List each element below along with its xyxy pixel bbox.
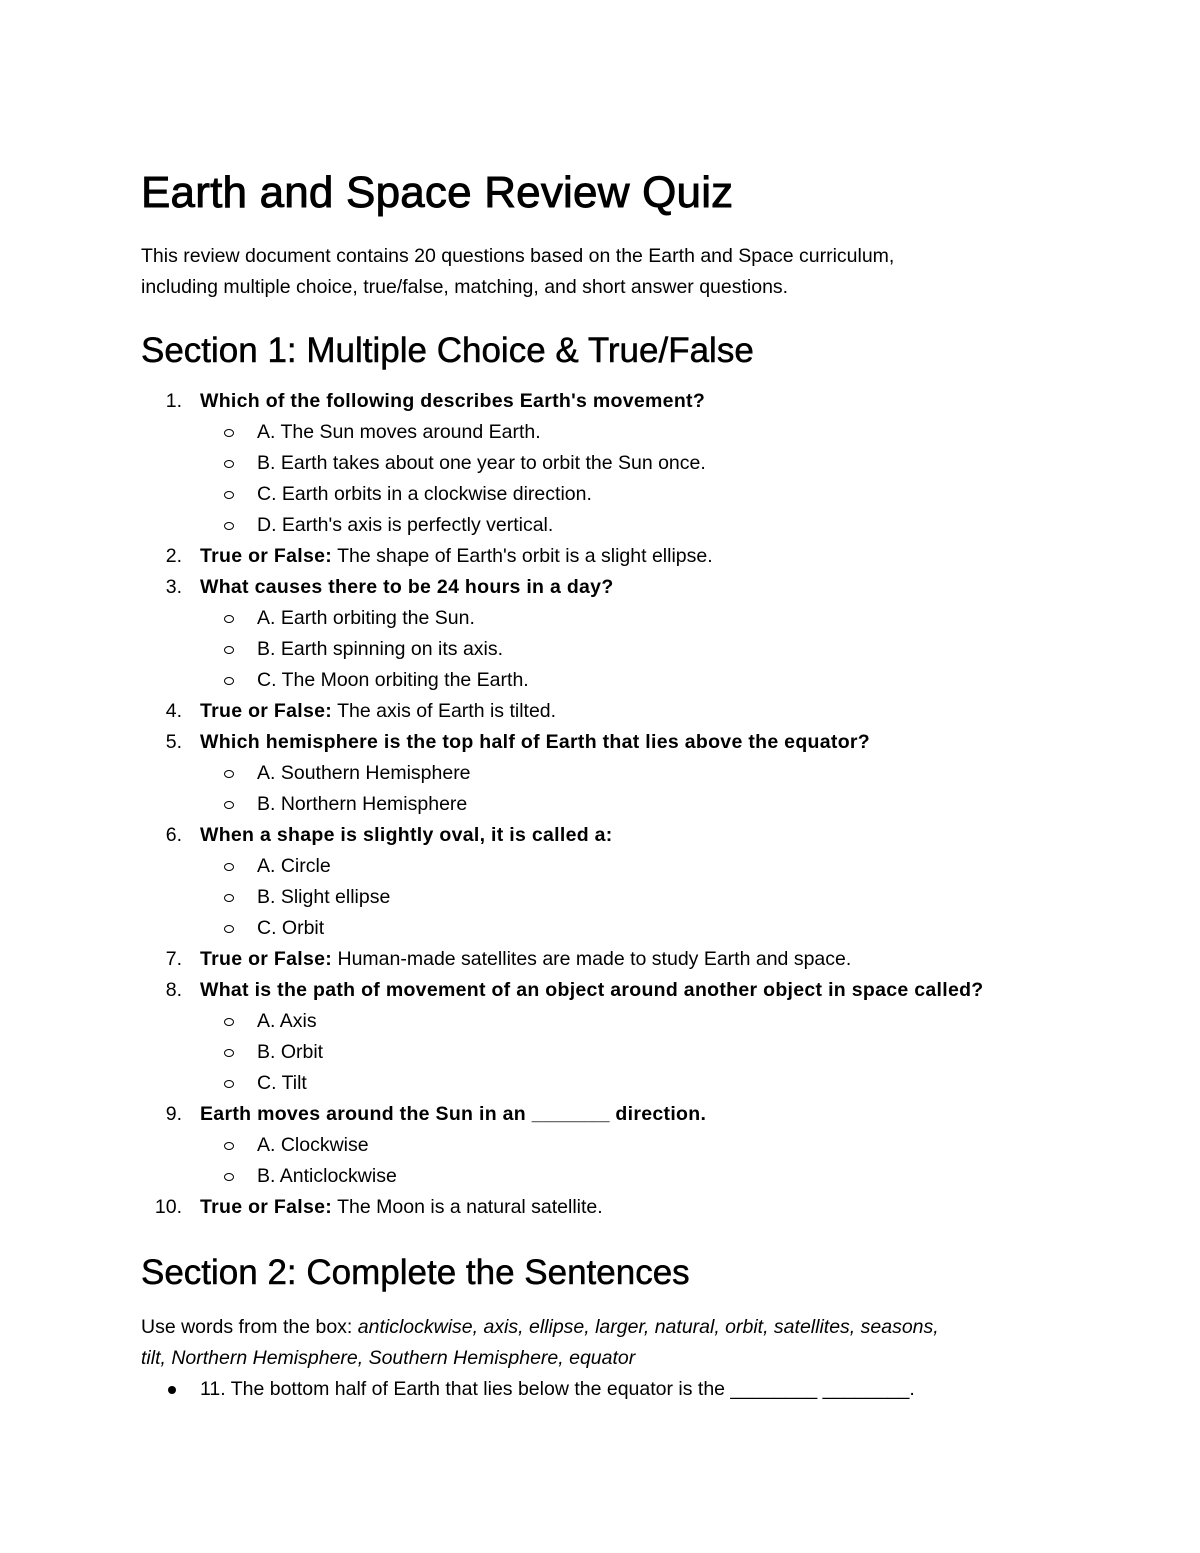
question-prompt: True or False: bbox=[200, 948, 333, 970]
answer-options bbox=[200, 1006, 1061, 1099]
answer-option-text: A. The Sun moves around Earth. bbox=[257, 421, 541, 443]
hollow-bullet-icon bbox=[224, 894, 234, 902]
answer-options bbox=[200, 851, 1061, 944]
hollow-bullet-icon bbox=[224, 429, 234, 437]
answer-option-text: A. Circle bbox=[257, 855, 331, 877]
answer-option bbox=[141, 479, 1061, 510]
question-item bbox=[141, 944, 1061, 975]
hollow-bullet-icon bbox=[224, 1142, 234, 1150]
question-prompt: What is the path of movement of an object around another object in space called? bbox=[200, 979, 984, 1001]
hollow-bullet-icon bbox=[224, 1080, 234, 1088]
question-item bbox=[141, 386, 1061, 541]
instruction-prefix: Use words from the box: bbox=[141, 1316, 358, 1338]
answer-options bbox=[200, 1130, 1061, 1192]
question-item bbox=[141, 975, 1061, 1099]
hollow-bullet-icon bbox=[224, 677, 234, 685]
question-number: 2. bbox=[165, 545, 182, 567]
answer-option bbox=[141, 851, 1061, 882]
question-prompt: True or False: bbox=[200, 700, 333, 722]
hollow-bullet-icon bbox=[224, 925, 234, 933]
answer-option-text: B. Northern Hemisphere bbox=[257, 793, 468, 815]
question-number: 1. bbox=[165, 390, 182, 412]
answer-option bbox=[141, 789, 1061, 820]
hollow-bullet-icon bbox=[224, 460, 234, 468]
answer-option-text: B. Slight ellipse bbox=[257, 886, 391, 908]
question-prompt: True or False: bbox=[200, 1196, 333, 1218]
hollow-bullet-icon bbox=[224, 615, 234, 623]
hollow-bullet-icon bbox=[224, 646, 234, 654]
answer-option-text: A. Clockwise bbox=[257, 1134, 369, 1156]
answer-option bbox=[141, 913, 1061, 944]
answer-option bbox=[141, 1130, 1061, 1161]
hollow-bullet-icon bbox=[224, 1018, 234, 1026]
intro-line-2: including multiple choice, true/false, matching, and short answer questions. bbox=[141, 276, 789, 298]
section-1-heading: Section 1: Multiple Choice & True/False bbox=[141, 331, 754, 370]
question-number: 6. bbox=[165, 824, 182, 846]
question-item bbox=[141, 541, 1061, 572]
question-item bbox=[141, 1099, 1061, 1192]
answer-option bbox=[141, 1161, 1061, 1192]
hollow-bullet-icon bbox=[224, 770, 234, 778]
question-prompt: Which of the following describes Earth's movement? bbox=[200, 390, 706, 412]
question-list bbox=[141, 386, 1061, 1223]
answer-option bbox=[141, 1068, 1061, 1099]
answer-option bbox=[141, 510, 1061, 541]
question-number: 4. bbox=[165, 700, 182, 722]
answer-option-text: C. Tilt bbox=[257, 1072, 307, 1094]
word-box-instruction bbox=[141, 1312, 1061, 1374]
question-number: 10. bbox=[154, 1196, 182, 1218]
question-number: 3. bbox=[165, 576, 182, 598]
answer-option-text: C. The Moon orbiting the Earth. bbox=[257, 669, 529, 691]
question-prompt: Which hemisphere is the top half of Earth that lies above the equator? bbox=[200, 731, 871, 753]
page-title: Earth and Space Review Quiz bbox=[141, 168, 734, 217]
hollow-bullet-icon bbox=[224, 491, 234, 499]
question-item bbox=[141, 1192, 1061, 1223]
hollow-bullet-icon bbox=[224, 522, 234, 530]
answer-option-text: C. Earth orbits in a clockwise direction. bbox=[257, 483, 592, 505]
answer-option bbox=[141, 634, 1061, 665]
bullet-dot-icon bbox=[168, 1386, 176, 1394]
word-box-line-2: tilt, Northern Hemisphere, Southern Hemisphere, equator bbox=[141, 1347, 636, 1369]
question-number: 8. bbox=[165, 979, 182, 1001]
answer-option bbox=[141, 665, 1061, 696]
question-prompt: What causes there to be 24 hours in a day? bbox=[200, 576, 614, 598]
question-prompt: True or False: bbox=[200, 545, 333, 567]
hollow-bullet-icon bbox=[224, 1173, 234, 1181]
answer-option-text: A. Southern Hemisphere bbox=[257, 762, 471, 784]
question-statement: The Moon is a natural satellite. bbox=[332, 1196, 603, 1218]
sentence-text: 11. The bottom half of Earth that lies below the equator is the ________ ________. bbox=[200, 1378, 915, 1400]
question-statement: Human-made satellites are made to study Earth and space. bbox=[332, 948, 852, 970]
sentence-list bbox=[141, 1374, 1061, 1405]
question-item bbox=[141, 820, 1061, 944]
answer-option bbox=[141, 1006, 1061, 1037]
answer-option-text: A. Earth orbiting the Sun. bbox=[257, 607, 475, 629]
question-prompt: Earth moves around the Sun in an _______ direction. bbox=[200, 1103, 707, 1125]
hollow-bullet-icon bbox=[224, 1049, 234, 1057]
question-number: 5. bbox=[165, 731, 182, 753]
answer-option-text: C. Orbit bbox=[257, 917, 325, 939]
word-box-line-1: anticlockwise, axis, ellipse, larger, natural, orbit, satellites, seasons, bbox=[357, 1316, 939, 1338]
question-prompt: When a shape is slightly oval, it is called a: bbox=[200, 824, 613, 846]
answer-options bbox=[200, 603, 1061, 696]
question-statement: The shape of Earth's orbit is a slight ellipse. bbox=[332, 545, 713, 567]
section-2-heading: Section 2: Complete the Sentences bbox=[141, 1253, 690, 1292]
answer-option bbox=[141, 448, 1061, 479]
intro-paragraph bbox=[141, 241, 1061, 303]
answer-option bbox=[141, 603, 1061, 634]
intro-line-1: This review document contains 20 questions based on the Earth and Space curriculum, bbox=[141, 245, 895, 267]
answer-option bbox=[141, 758, 1061, 789]
answer-option-text: B. Orbit bbox=[257, 1041, 324, 1063]
question-number: 7. bbox=[165, 948, 182, 970]
answer-option bbox=[141, 417, 1061, 448]
answer-options bbox=[200, 758, 1061, 820]
answer-option-text: B. Earth spinning on its axis. bbox=[257, 638, 504, 660]
sentence-item bbox=[141, 1374, 1061, 1405]
question-item bbox=[141, 572, 1061, 696]
answer-option bbox=[141, 1037, 1061, 1068]
question-item bbox=[141, 696, 1061, 727]
document-body bbox=[141, 165, 1061, 1405]
question-number: 9. bbox=[165, 1103, 182, 1125]
hollow-bullet-icon bbox=[224, 863, 234, 871]
answer-option-text: B. Earth takes about one year to orbit the Sun once. bbox=[257, 452, 706, 474]
answer-option-text: A. Axis bbox=[257, 1010, 317, 1032]
question-item bbox=[141, 727, 1061, 820]
question-statement: The axis of Earth is tilted. bbox=[332, 700, 557, 722]
answer-option-text: B. Anticlockwise bbox=[257, 1165, 397, 1187]
answer-option-text: D. Earth's axis is perfectly vertical. bbox=[257, 514, 554, 536]
answer-options bbox=[200, 417, 1061, 541]
answer-option bbox=[141, 882, 1061, 913]
hollow-bullet-icon bbox=[224, 801, 234, 809]
